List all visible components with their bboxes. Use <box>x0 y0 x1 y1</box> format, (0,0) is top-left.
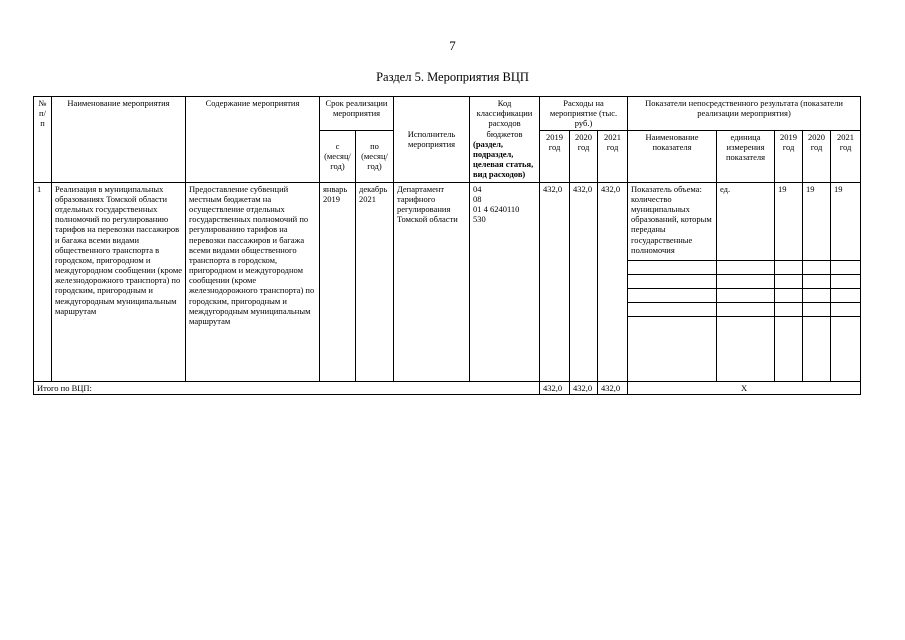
header-unit: единица измерения показателя <box>717 130 775 182</box>
total-label: Итого по ВЦП: <box>34 381 540 394</box>
header-term-to: по (месяц/ год) <box>356 130 394 182</box>
header-name: Наименование мероприятия <box>52 97 186 183</box>
section-title: Раздел 5. Мероприятия ВЦП <box>376 70 529 84</box>
header-exp-2019: 2019 год <box>540 130 570 182</box>
header-term-from: с (месяц/ год) <box>320 130 356 182</box>
header-executor: Исполнитель мероприятия <box>394 97 470 183</box>
total-exp-2021: 432,0 <box>598 381 628 394</box>
header-exp-2021: 2021 год <box>598 130 628 182</box>
row-code-subsection: 08 <box>473 193 482 204</box>
header-term: Срок реализации мероприятия <box>320 97 394 131</box>
header-expenses: Расходы на мероприятие (тыс. руб.) <box>540 97 628 131</box>
header-row-1 <box>34 97 861 131</box>
header-ind-2019: 2019 год <box>775 130 803 182</box>
row-ind-name: Показатель объема: количество муниципальных образований, которым переданы государственные полномочия <box>628 182 717 260</box>
header-ind-2020: 2020 год <box>803 130 831 182</box>
header-num: № п/п <box>34 97 52 183</box>
row-ind-2020: 19 <box>803 182 831 260</box>
header-code-bold: (раздел, подраздел, целевая статья, вид расходов) <box>473 138 534 180</box>
header-code <box>470 97 540 183</box>
header-content: Содержание мероприятия <box>186 97 320 183</box>
total-mark: Х <box>628 381 861 394</box>
header-exp-2020: 2020 год <box>570 130 598 182</box>
row-code-article: 01 4 6240110 <box>473 203 520 214</box>
row-exp-2020: 432,0 <box>570 182 598 381</box>
row-code-section: 04 <box>473 183 482 194</box>
row-exp-2019: 432,0 <box>540 182 570 381</box>
total-exp-2020: 432,0 <box>570 381 598 394</box>
total-row <box>34 381 861 394</box>
row-ind-2021: 19 <box>831 182 861 260</box>
row-content: Предоставление субвенций местным бюджетам на осуществление отдельных государственных полномочий по регулированию тарифов на перевозки пассажиров и багажа всеми видами общественного транспорта в городском, пригородном и междугородном сообщении (кроме железнодорожного транспорта) по городским, пригородным и междугородным муниципальным маршрутам <box>186 182 320 381</box>
row-term-to: декабрь 2021 <box>356 182 394 381</box>
row-name: Реализация в муниципальных образованиях Томской области отдельных государственных полномочий по регулированию тарифов на перевозки пассажиров и багажа всеми видами общественного транспорта в городском, пригородном и междугородном сообщении (кроме железнодорожного транспорта) по городским, пригородным и междугородным муниципальным маршрутам <box>52 182 186 381</box>
measures-table <box>33 96 861 395</box>
row-num: 1 <box>34 182 52 381</box>
header-ind-name: Наименование показателя <box>628 130 717 182</box>
row-unit: ед. <box>717 182 775 260</box>
row-code <box>470 182 540 381</box>
header-code-top: Код классификации расходов бюджетов <box>476 98 533 139</box>
row-ind-2019: 19 <box>775 182 803 260</box>
total-exp-2019: 432,0 <box>540 381 570 394</box>
page-number: 7 <box>449 38 456 53</box>
row-code-type: 530 <box>473 214 486 225</box>
row-exp-2021: 432,0 <box>598 182 628 381</box>
row-executor: Департамент тарифного регулирования Томской области <box>394 182 470 381</box>
header-indicators: Показатели непосредственного результата (показатели реализации мероприятия) <box>628 97 861 131</box>
header-ind-2021: 2021 год <box>831 130 861 182</box>
row-term-from: январь 2019 <box>320 182 356 381</box>
table-row <box>34 182 861 260</box>
